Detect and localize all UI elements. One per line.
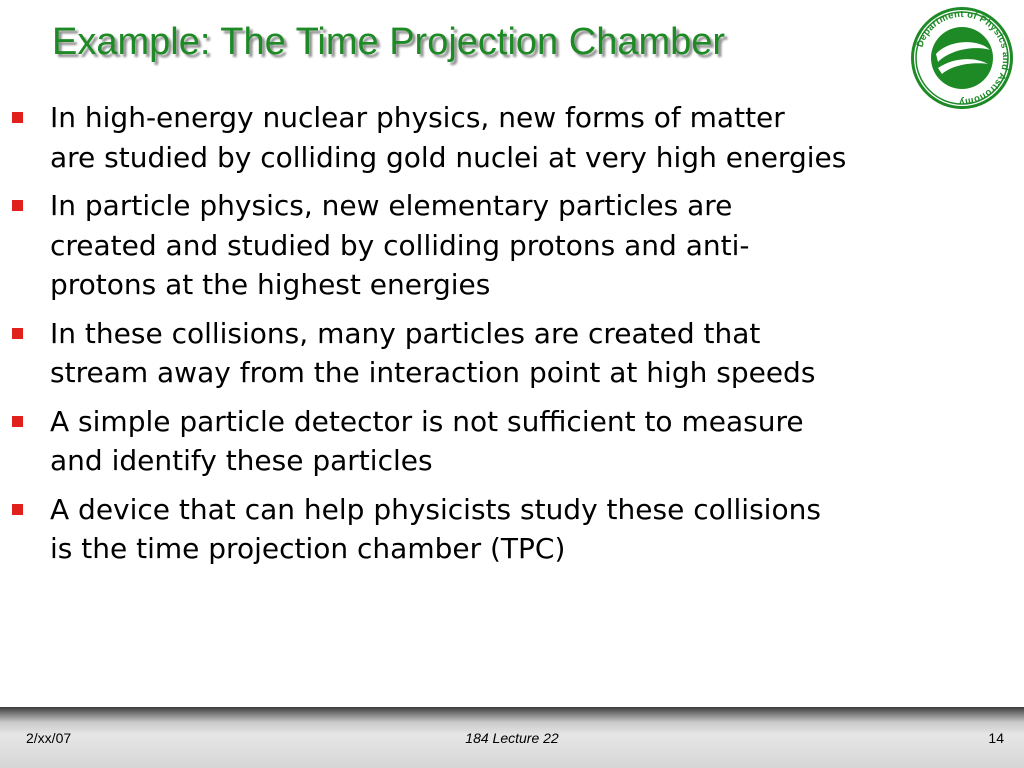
- svg-text:Department of Physics and Astr: Department of Physics and Astronomy: [914, 8, 1012, 108]
- slide-title: Example: The Time Projection Chamber: [52, 21, 726, 63]
- bullet-text-line: In high-energy nuclear physics, new forms of matter: [50, 101, 785, 134]
- bullet-text-line: is the time projection chamber (TPC): [50, 532, 566, 565]
- bullet-item: [12, 314, 1020, 393]
- department-seal-icon: [908, 4, 1016, 112]
- footer-page-number: 14: [988, 730, 1004, 746]
- bullet-marker-icon: [12, 200, 23, 211]
- bullet-text-line: A simple particle detector is not sufficient to measure: [50, 404, 804, 438]
- bullet-text-line: In these collisions, many particles are created that: [50, 316, 761, 350]
- footer-date: 2/xx/07: [26, 730, 72, 746]
- bullet-item: [12, 490, 1020, 569]
- bullet-item: [12, 186, 1020, 305]
- bullet-text-line: In particle physics, new elementary particles are: [50, 189, 733, 222]
- bullet-text-line: protons at the highest energies: [50, 268, 491, 301]
- bullet-text-line: are studied by colliding gold nuclei at very high energies: [50, 140, 847, 174]
- bullet-text-line: stream away from the interaction point at high speeds: [50, 356, 816, 389]
- bullet-marker-icon: [12, 328, 23, 339]
- bullet-item: [12, 98, 1020, 177]
- bullet-marker-icon: [12, 504, 23, 515]
- bullet-marker-icon: [12, 416, 23, 427]
- bullet-item: [12, 402, 1020, 481]
- bullet-text-line: created and studied by colliding protons and anti-: [50, 228, 750, 262]
- footer-lecture-title: 184 Lecture 22: [465, 730, 559, 746]
- bullet-marker-icon: [12, 112, 23, 123]
- bullet-text-line: and identify these particles: [50, 444, 433, 477]
- bullet-text-line: A device that can help physicists study these collisions: [50, 492, 821, 526]
- bullet-list: [12, 98, 1020, 578]
